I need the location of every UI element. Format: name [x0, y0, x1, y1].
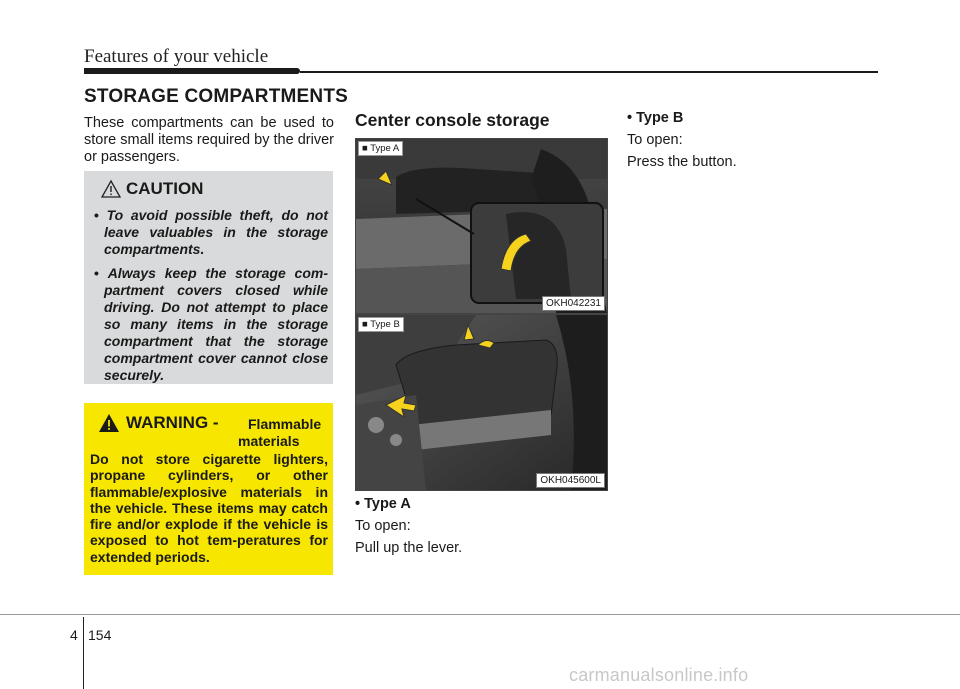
type-a-badge: ■ Type A: [358, 141, 403, 156]
intro-column: [84, 115, 334, 166]
type-b-badge: ■ Type B: [358, 317, 404, 332]
type-a-instructions: [355, 496, 605, 556]
header-rule: [300, 71, 878, 73]
header-bar: [84, 68, 300, 74]
caution-box: [84, 171, 333, 384]
console-photo-type-b: [355, 314, 608, 491]
console-illustration-b: [356, 315, 607, 490]
type-b-instructions: [627, 110, 877, 170]
intro-text: These compartments can be used to store small items required by the driver or passengers.: [84, 115, 334, 165]
center-console-title: Center console storage: [355, 110, 550, 130]
chapter-number: 4: [70, 627, 78, 643]
warning-subtitle: Flammable: [248, 416, 322, 432]
caution-item: • Always keep the storage com-partment covers closed while driving. Do not attempt to place so many items in the storage compartment that the storage compartment cover cannot close securely.: [92, 265, 328, 384]
type-b-step: Press the button.: [627, 154, 737, 170]
footer-divider: [83, 617, 84, 689]
header-title: Features of your vehicle: [84, 46, 269, 67]
caution-item: • To avoid possible theft, do not leave valuables in the storage compartments.: [92, 207, 328, 258]
footer-rule: [0, 614, 960, 615]
type-b-heading: • Type B: [627, 110, 684, 126]
warning-subtitle-2: materials: [238, 433, 300, 449]
warning-label: WARNING -: [126, 413, 219, 432]
warning-triangle-icon: [98, 413, 120, 433]
type-a-step-label: To open:: [355, 518, 411, 534]
warning-box: [84, 403, 333, 575]
type-a-heading: • Type A: [355, 496, 411, 512]
warning-text: Do not store cigarette lighters, propane cylinders, or other flammable/explosive materials in the vehicle. These items may catch fire and/or explode if the vehicle is exposed to hot tem-peratures for extended periods.: [90, 451, 328, 565]
caution-header: [100, 179, 203, 199]
type-b-step-label: To open:: [627, 132, 683, 148]
console-photo-type-a: [355, 138, 608, 314]
page-number: 154: [88, 627, 112, 643]
caution-triangle-icon: [100, 179, 122, 199]
watermark: carmanualsonline.info: [569, 665, 749, 685]
image-code-a: OKH042231: [542, 296, 605, 311]
image-code-b: OKH045600L: [536, 473, 605, 488]
section-title: STORAGE COMPARTMENTS: [84, 86, 349, 107]
caution-title: CAUTION: [126, 179, 204, 198]
caution-list: [92, 207, 328, 391]
type-a-step: Pull up the lever.: [355, 540, 463, 556]
console-illustration-a: [356, 139, 607, 313]
